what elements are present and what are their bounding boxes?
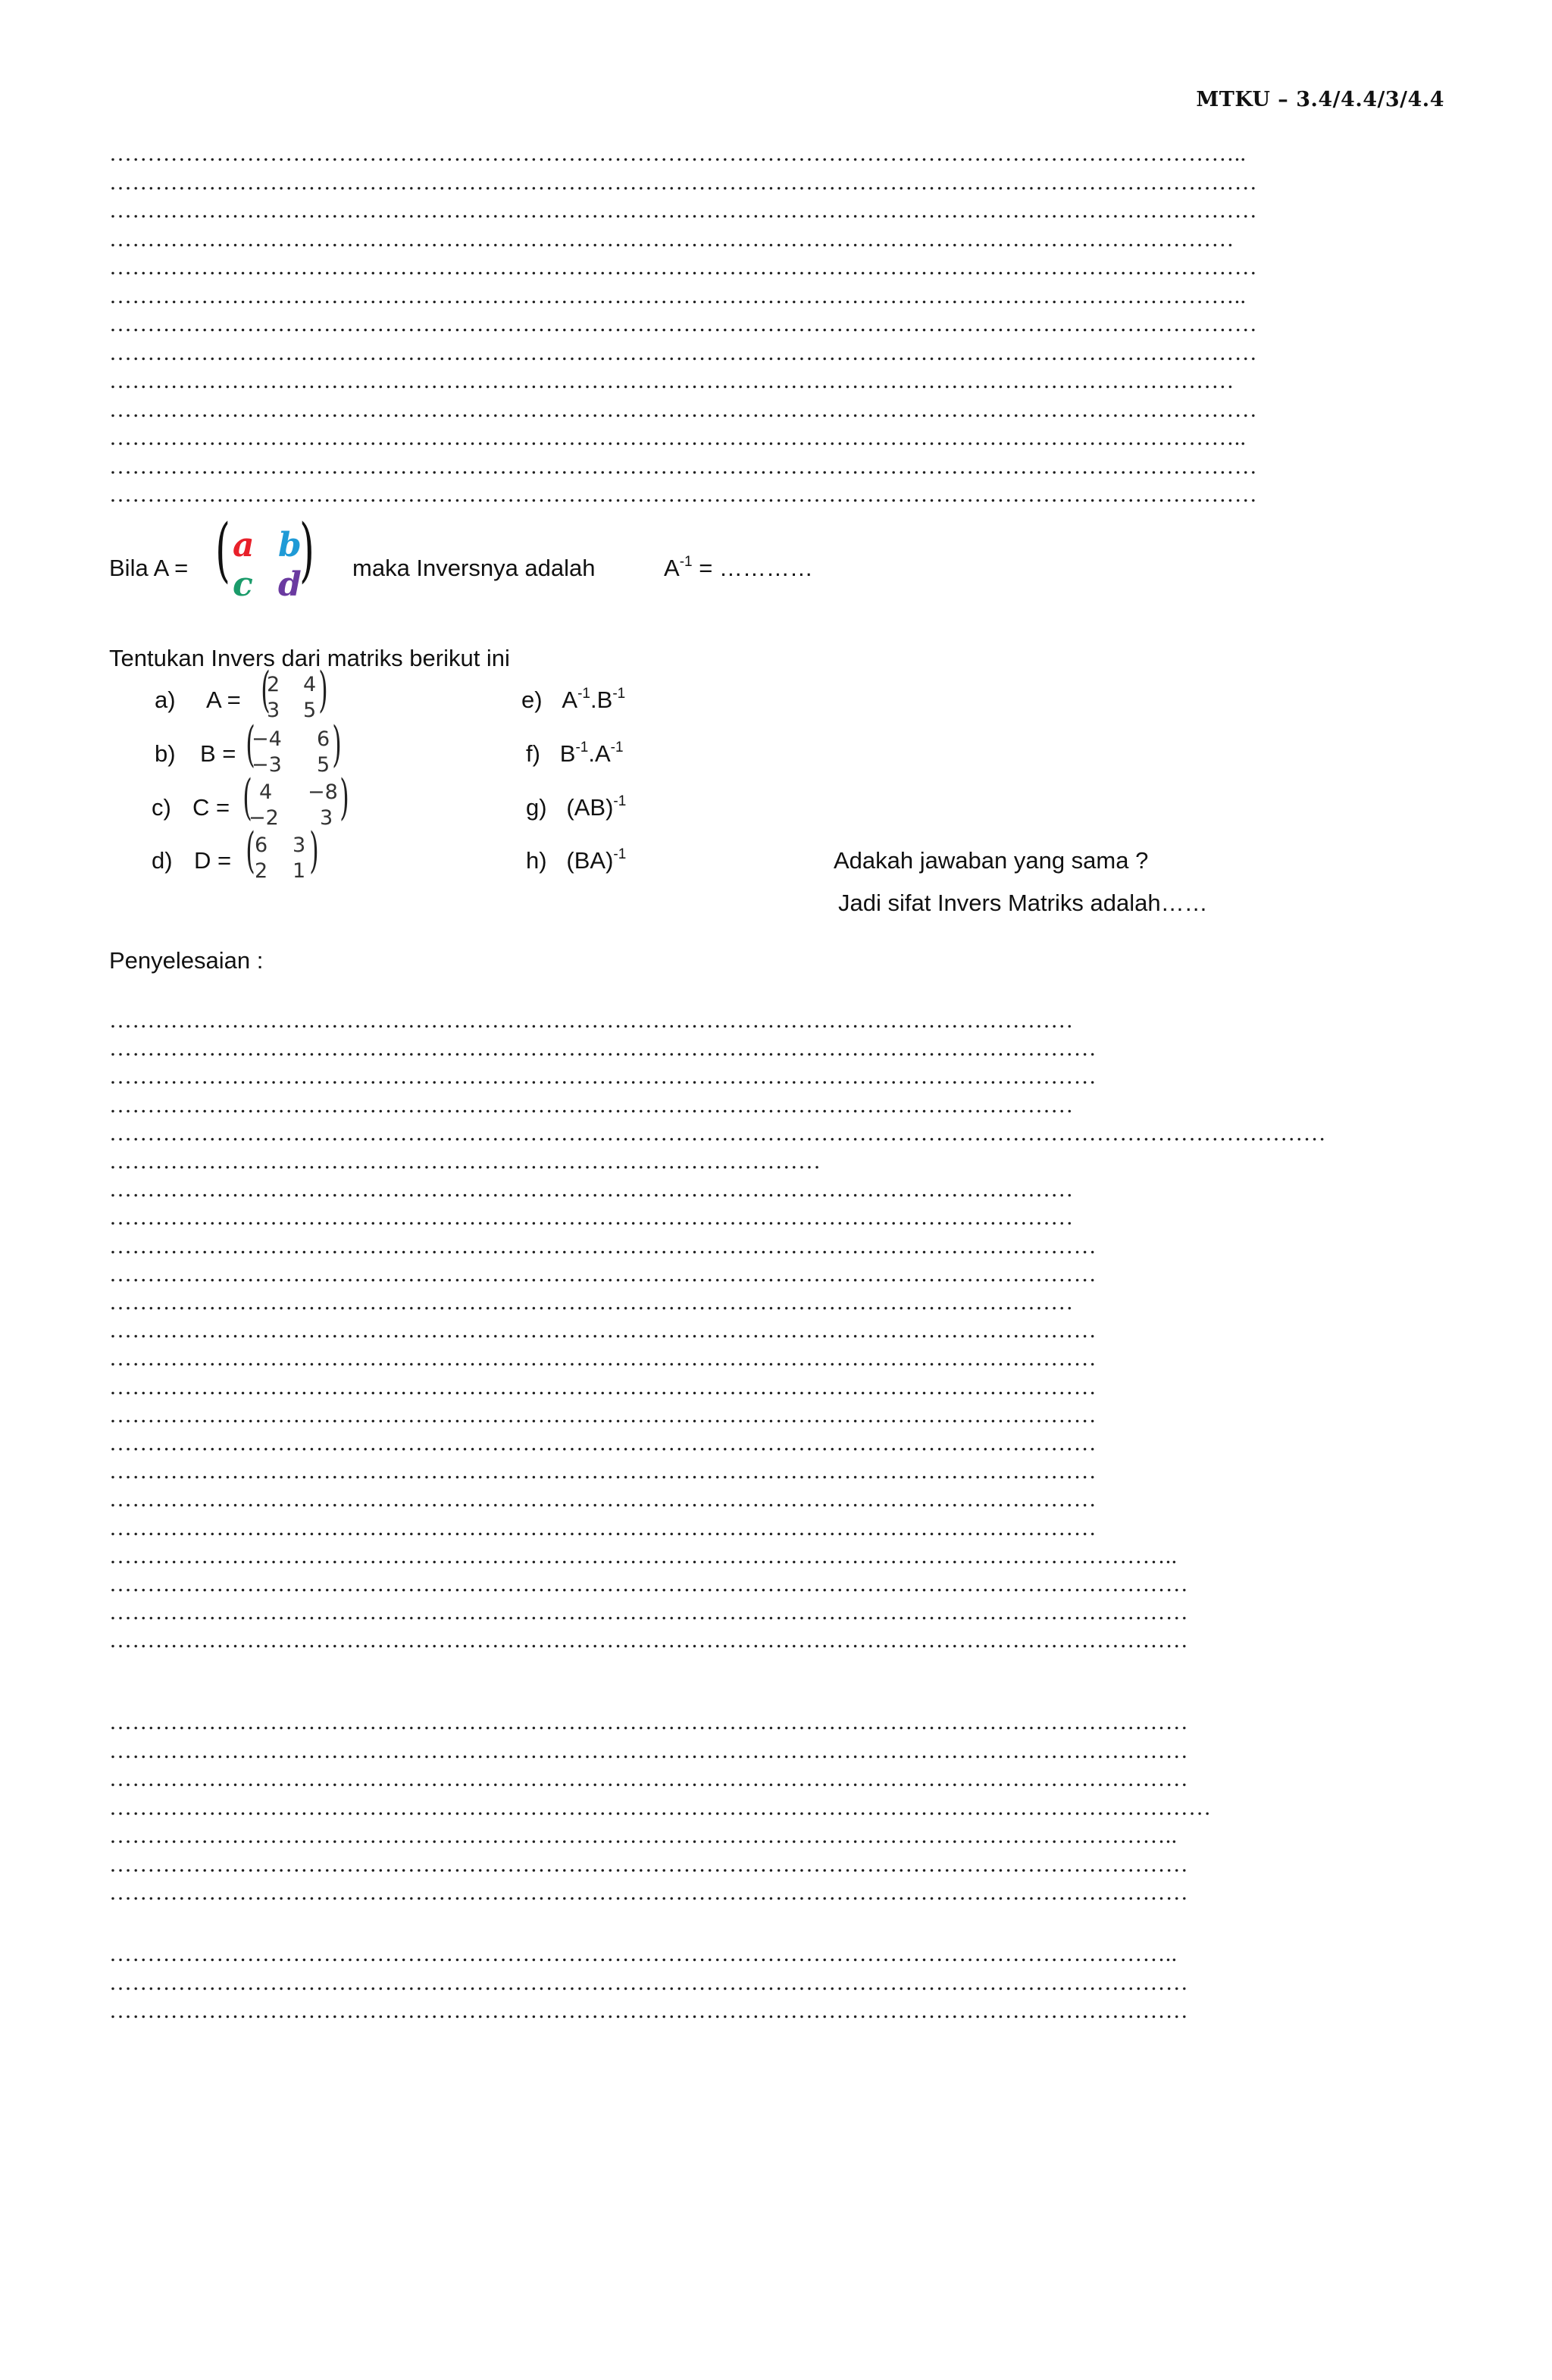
inverse-base: A xyxy=(664,555,680,581)
item-label: b) xyxy=(155,740,176,767)
dotted-line: ………………………………………………………………………………………………………………………………… xyxy=(109,226,1234,252)
dotted-line: ………………………………………………………………………………………………………………… xyxy=(109,1374,1097,1400)
item-label: d) xyxy=(152,847,173,874)
dotted-line: …………………………………………………………………………………………………………………………… xyxy=(109,1737,1189,1763)
matrix-entry-c: c xyxy=(233,565,253,604)
left-paren: ( xyxy=(242,770,252,826)
item-label: a) xyxy=(155,686,176,713)
dotted-line: ………………………………………………………………………………………………………………………….. xyxy=(109,1823,1178,1848)
item-base: B xyxy=(559,740,576,767)
cell: −2 xyxy=(249,806,279,830)
dotted-line: …………………………………………………………………………………………………………………………………… xyxy=(109,169,1257,195)
dotted-line: ………………………………………………………………………………………………………………………………… xyxy=(109,368,1234,393)
dotted-line: ………………………………………………………………………………………………………………… xyxy=(109,1402,1097,1428)
dotted-line: …………………………………………………………………………………………………………………………………… xyxy=(109,396,1257,422)
matrix-d xyxy=(244,823,335,887)
dotted-line: ………………………………………………………………………………………………………………… xyxy=(109,1036,1097,1062)
item-label: g) xyxy=(526,794,547,821)
left-paren: ( xyxy=(261,662,271,718)
cell: 3 xyxy=(293,833,306,857)
inverse-sup: -1 xyxy=(679,554,693,570)
dotted-line: ……………………………………………………………………………………………………………… xyxy=(109,1092,1074,1118)
right-paren: ) xyxy=(299,509,314,590)
dotted-line: ………………………………………………………………………………………………………………… xyxy=(109,1346,1097,1371)
cell: −4 xyxy=(252,727,282,751)
item-base: A xyxy=(562,686,578,713)
item-base: (AB) xyxy=(566,794,614,821)
cell: 6 xyxy=(255,833,268,857)
item-sup: -1 xyxy=(613,846,627,862)
dotted-line: …………………………………………………………………………………………………………………………………… xyxy=(109,453,1257,479)
dotted-line: ………………………………………………………………………………………………………………… xyxy=(109,1459,1097,1484)
dotted-line: …………………………………………………………………………………………………………………………… xyxy=(109,1572,1189,1597)
definition-text: maka Inversnya adalah xyxy=(352,555,596,581)
item-label: h) xyxy=(526,847,547,874)
matrix-entry-a: a xyxy=(233,526,255,565)
dotted-line: …………………………………………………………………………………………………………………………………… xyxy=(109,198,1257,223)
item-var: B = xyxy=(200,740,236,767)
dotted-line: ……………………………………………………………………………………………………………… xyxy=(109,1290,1074,1315)
dotted-line: ………………………………………………………………………………………………………………… xyxy=(109,1064,1097,1090)
dotted-line: …………………………………………………………………………………………………………………………………… xyxy=(109,339,1257,365)
matrix-entry-b: b xyxy=(278,526,302,565)
matrix-entry-d: d xyxy=(278,565,302,604)
item-sup: -1 xyxy=(612,686,626,702)
cell: 3 xyxy=(267,699,280,722)
right-paren: ) xyxy=(332,717,342,773)
dotted-line: ………………………………………………………………………………………………………………… xyxy=(109,1515,1097,1540)
dotted-line: ………………………………………………………………………………………………………………………….. xyxy=(109,1543,1178,1568)
dotted-line: ………………………………………………………………………………………………………………………………….. xyxy=(109,425,1247,450)
dotted-line: …………………………………………………………………………………………………………………………… xyxy=(109,1969,1189,1995)
task-item-h xyxy=(526,847,626,874)
cell: 4 xyxy=(259,780,273,804)
dotted-line: ………………………………………………………………………………………………………………………….. xyxy=(109,1941,1178,1966)
right-paren: ) xyxy=(309,823,319,879)
dotted-line: …………………………………………………………………………………………………………………………… xyxy=(109,1600,1189,1625)
task-item-e xyxy=(521,686,625,714)
header-code: MTKU – 3.4/4.4/3/4.4 xyxy=(1196,88,1444,111)
dotted-line: …………………………………………………………………………………………………………………………………… xyxy=(109,255,1257,280)
item-var: C = xyxy=(192,794,230,821)
item-var: D = xyxy=(194,847,232,874)
cell: 6 xyxy=(317,727,330,751)
dotted-line: ……………………………………………………………………………………………………………………………… xyxy=(109,1794,1212,1820)
dotted-line: …………………………………………………………………………………………………………………………… xyxy=(109,1880,1189,1905)
solution-title: Penyelesaian : xyxy=(109,947,264,974)
dotted-line: ……………………………………………………………………………………………………………… xyxy=(109,1008,1074,1033)
dotted-line: ………………………………………………………………………………………………………………… xyxy=(109,1431,1097,1456)
cell: 2 xyxy=(255,859,268,883)
left-paren: ( xyxy=(215,509,230,590)
cell: −3 xyxy=(252,753,282,777)
dotted-line: ………………………………………………………………………………………………………………… xyxy=(109,1233,1097,1259)
item-sup: -1 xyxy=(575,740,589,755)
dotted-line: ………………………………………………………………………………………………………………… xyxy=(109,1487,1097,1512)
definition-matrix xyxy=(214,509,316,609)
item-label: e) xyxy=(521,686,543,713)
dotted-line: …………………………………………………………………………………………………………………………… xyxy=(109,1851,1189,1877)
cell: 4 xyxy=(303,673,317,696)
dotted-line: …………………………………………………………………………………………………………………………… xyxy=(109,1709,1189,1734)
item-label: f) xyxy=(526,740,540,767)
conclusion-text: Jadi sifat Invers Matriks adalah…… xyxy=(838,890,1208,916)
dotted-line: ………………………………………………………………………………… xyxy=(109,1149,821,1174)
item-sup: -1 xyxy=(610,740,624,755)
dotted-line: …………………………………………………………………………………………………………………………………………… xyxy=(109,1120,1326,1146)
item-mid: .A xyxy=(588,740,611,767)
left-paren: ( xyxy=(246,823,255,879)
question-text: Adakah jawaban yang sama ? xyxy=(834,847,1149,874)
cell: 2 xyxy=(267,673,280,696)
right-paren: ) xyxy=(340,770,349,826)
right-paren: ) xyxy=(318,662,328,718)
cell: 3 xyxy=(320,806,333,830)
dotted-line: …………………………………………………………………………………………………………………………………… xyxy=(109,482,1257,507)
definition-prefix: Bila A = xyxy=(109,555,189,581)
dotted-line: ………………………………………………………………………………………………………………… xyxy=(109,1261,1097,1287)
dotted-line: …………………………………………………………………………………………………………………………… xyxy=(109,1628,1189,1653)
item-sup: -1 xyxy=(577,686,591,702)
dotted-line: …………………………………………………………………………………………………………………………… xyxy=(109,1998,1189,2023)
matrix-b xyxy=(244,717,342,780)
item-sup: -1 xyxy=(613,793,627,809)
item-label: c) xyxy=(152,794,171,821)
dotted-line: ………………………………………………………………………………………………………………………………….. xyxy=(109,283,1247,308)
definition-inverse xyxy=(664,555,813,582)
dotted-line: ………………………………………………………………………………………………………………………………….. xyxy=(109,141,1247,166)
cell: 1 xyxy=(293,859,306,883)
item-var: A = xyxy=(206,686,241,713)
dotted-line: …………………………………………………………………………………………………………………………………… xyxy=(109,311,1257,336)
task-item-g xyxy=(526,794,626,821)
dotted-line: ……………………………………………………………………………………………………………… xyxy=(109,1177,1074,1203)
task-item-f xyxy=(526,740,624,768)
dotted-line: ………………………………………………………………………………………………………………… xyxy=(109,1318,1097,1343)
left-paren: ( xyxy=(246,717,255,773)
cell: 5 xyxy=(317,753,330,777)
inverse-tail: = ………… xyxy=(692,555,813,581)
item-mid: .B xyxy=(590,686,613,713)
item-base: (BA) xyxy=(566,847,614,874)
task-intro: Tentukan Invers dari matriks berikut ini xyxy=(109,645,510,671)
dotted-line: …………………………………………………………………………………………………………………………… xyxy=(109,1766,1189,1791)
dotted-line: ……………………………………………………………………………………………………………… xyxy=(109,1205,1074,1231)
cell: −8 xyxy=(308,780,338,804)
cell: 5 xyxy=(303,699,317,722)
